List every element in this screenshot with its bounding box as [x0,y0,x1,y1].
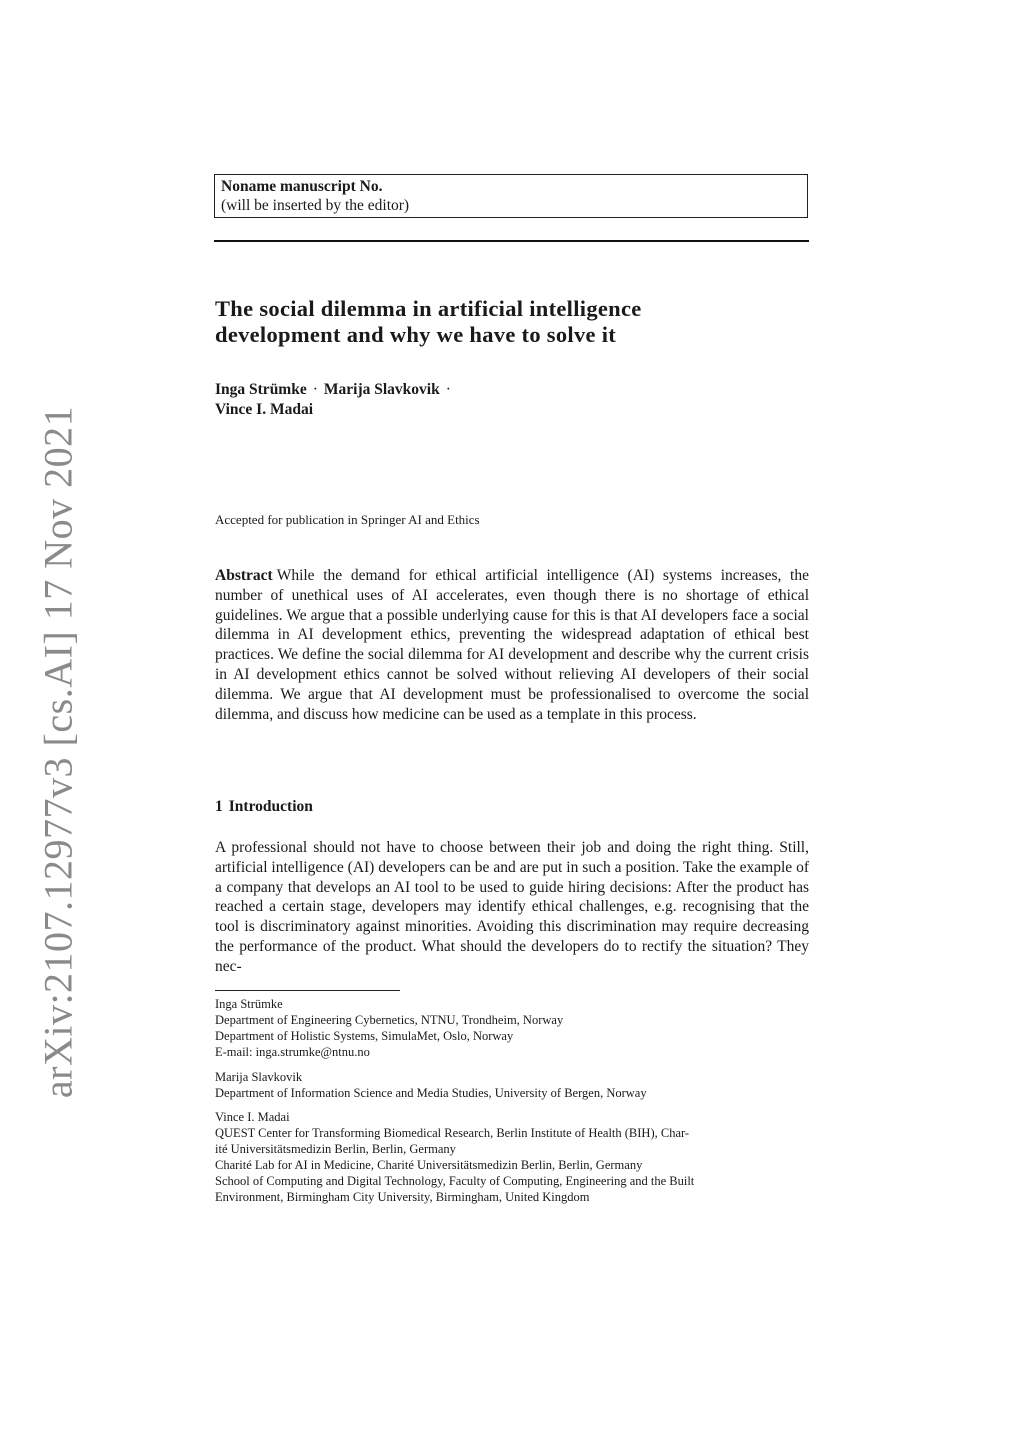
title-line-2: development and why we have to solve it [215,322,617,347]
publication-note: Accepted for publication in Springer AI and Ethics [215,512,480,527]
footnote-affiliation: Department of Holistic Systems, SimulaMet, Oslo, Norway [215,1029,514,1043]
footnote-name: Marija Slavkovik [215,1070,303,1084]
footnote-affiliation: QUEST Center for Transforming Biomedical Research, Berlin Institute of Health (BIH), Char- [215,1126,690,1140]
manuscript-number-label: Noname manuscript No. [221,178,383,195]
footnote-author-3 [215,1109,815,1205]
footnote-affiliation: Department of Engineering Cybernetics, NTNU, Trondheim, Norway [215,1013,564,1027]
footnote-name: Inga Strümke [215,997,283,1011]
title-line-1: The social dilemma in artificial intelligence [215,296,642,321]
footnote-affiliation: ité Universitätsmedizin Berlin, Berlin, Germany [215,1142,456,1156]
footnote-author-2 [215,1069,815,1101]
footnote-affiliation: Environment, Birmingham City University, Birmingham, United Kingdom [215,1190,590,1204]
footnote-email: E-mail: inga.strumke@ntnu.no [215,1045,370,1059]
paper-title [215,296,815,348]
author-3: Vince I. Madai [215,401,314,418]
section-heading [215,797,313,817]
author-2: Marija Slavkovik [323,381,440,398]
editor-box [214,174,808,218]
header-rule [214,240,809,242]
section-title: Introduction [228,798,313,815]
abstract-text: While the demand for ethical artificial intelligence (AI) systems increases, the number of unethical uses of AI accelerates, even though there is no shortage of ethical guidelines. We argue that a possible underlying cause for this is that AI developers face a social dilemma in AI development ethics, preventing the widespread adaptation of ethical best practices. We define the social dilemma for AI development and describe why the current crisis in AI development ethics cannot be solved without relieving AI developers of their social dilemma. We argue that AI development must be professionalised to overcome the social dilemma, and discuss how medicine can be used as a template in this process. [215,567,809,723]
author-separator: · [312,381,318,398]
footnote-affiliation: School of Computing and Digital Technology, Faculty of Computing, Engineering and the Built [215,1174,695,1188]
footnote-affiliation: Charité Lab for AI in Medicine, Charité Universitätsmedizin Berlin, Berlin, Germany [215,1158,643,1172]
editor-note: (will be inserted by the editor) [221,197,410,214]
abstract [215,566,809,724]
abstract-label: Abstract [215,567,273,584]
footnote-author-1 [215,996,815,1060]
footnote-rule [215,990,400,991]
author-list [215,380,815,420]
author-separator: · [445,381,451,398]
arxiv-identifier: arXiv:2107.12977v3 [cs.AI] 17 Nov 2021 [35,405,81,1099]
section-number: 1 [215,798,223,815]
author-1: Inga Strümke [215,381,307,398]
introduction-paragraph: A professional should not have to choose between their job and doing the right thing. Still, artificial intelligence (AI) developers can be and are put in such a position. Take the example of a company that develops an AI tool to be used to guide hiring decisions: After the product has reached a certain stage, developers may identify ethical challenges, e.g. recognising that the tool is discriminatory against minorities. Avoiding this discrimination may require decreasing the performance of the product. What should the developers do to rectify the situation? They nec- [215,839,809,975]
footnote-name: Vince I. Madai [215,1110,290,1124]
footnote-affiliation: Department of Information Science and Media Studies, University of Bergen, Norway [215,1086,647,1100]
